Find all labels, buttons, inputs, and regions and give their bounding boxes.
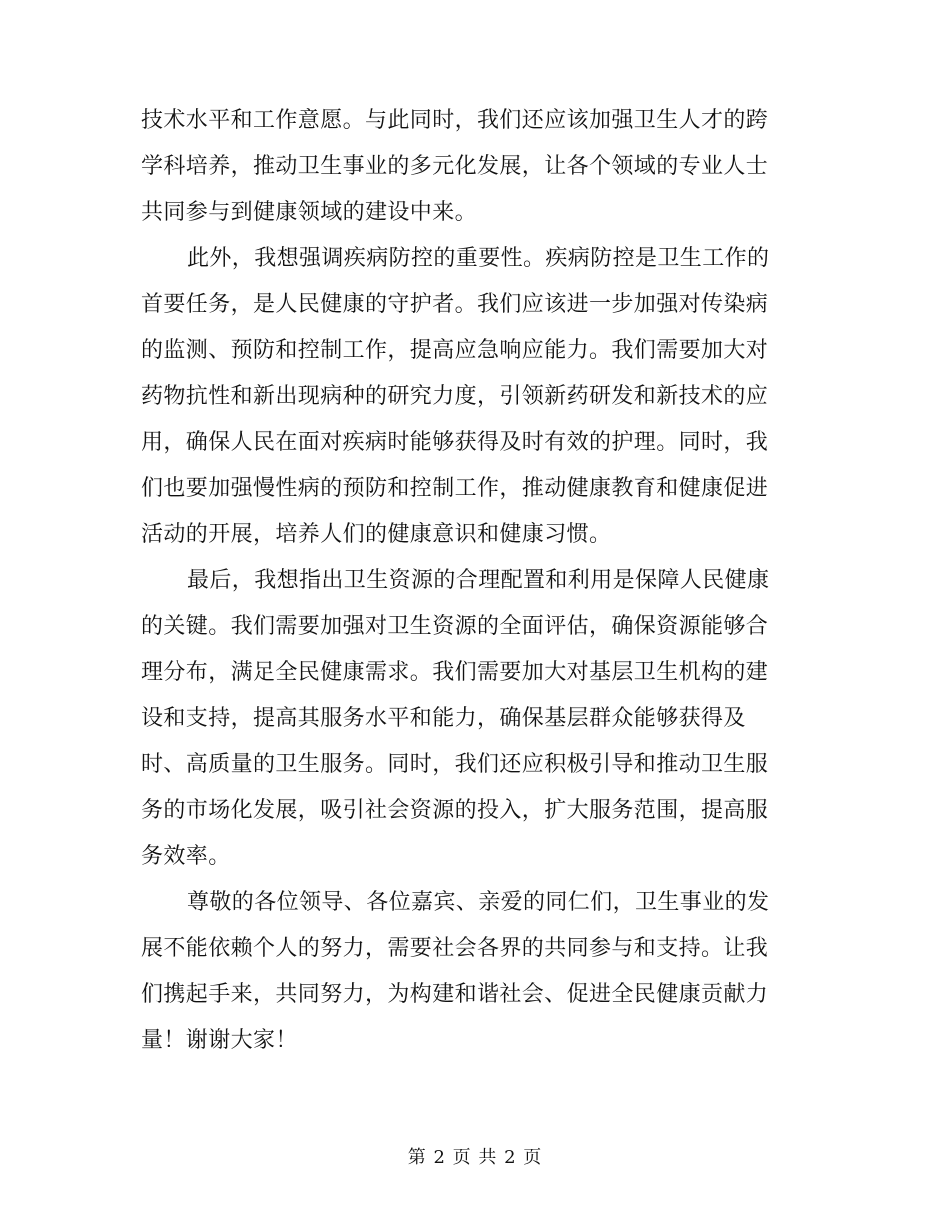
text-line: 务的市场化发展，吸引社会资源的投入，扩大服务范围，提高服 — [141, 798, 769, 823]
document-body — [141, 98, 801, 1064]
paragraph-continuation — [141, 98, 801, 236]
paragraph-health-resources — [141, 558, 801, 880]
text-line: 的关键。我们需要加强对卫生资源的全面评估，确保资源能够合 — [141, 614, 769, 639]
text-line: 共同参与到健康领域的建设中来。 — [141, 200, 478, 225]
text-line: 的监测、预防和控制工作，提高应急响应能力。我们需要加大对 — [141, 338, 769, 363]
text-line: 活动的开展，培养人们的健康意识和健康习惯。 — [141, 522, 612, 547]
text-line: 药物抗性和新出现病种的研究力度，引领新药研发和新技术的应 — [141, 384, 769, 409]
text-line: 设和支持，提高其服务水平和能力，确保基层群众能够获得及 — [141, 706, 746, 731]
paragraph-closing — [141, 880, 801, 1064]
text-line: 最后，我想指出卫生资源的合理配置和利用是保障人民健康 — [187, 568, 770, 593]
text-line: 用，确保人民在面对疾病时能够获得及时有效的护理。同时，我 — [141, 430, 769, 455]
text-line: 们也要加强慢性病的预防和控制工作，推动健康教育和健康促进 — [141, 476, 769, 501]
text-line: 务效率。 — [141, 844, 231, 869]
text-line: 此外，我想强调疾病防控的重要性。疾病防控是卫生工作的 — [187, 246, 770, 271]
paragraph-disease-control — [141, 236, 801, 558]
page-number-footer: 第 2 页 共 2 页 — [407, 1147, 543, 1168]
text-line: 学科培养，推动卫生事业的多元化发展，让各个领域的专业人士 — [141, 154, 769, 179]
text-line: 首要任务，是人民健康的守护者。我们应该进一步加强对传染病 — [141, 292, 769, 317]
text-line: 尊敬的各位领导、各位嘉宾、亲爱的同仁们，卫生事业的发 — [187, 890, 770, 915]
text-line: 时、高质量的卫生服务。同时，我们还应积极引导和推动卫生服 — [141, 752, 769, 777]
text-line: 理分布，满足全民健康需求。我们需要加大对基层卫生机构的建 — [141, 660, 769, 685]
text-line: 技术水平和工作意愿。与此同时，我们还应该加强卫生人才的跨 — [141, 108, 769, 133]
text-line: 们携起手来，共同努力，为构建和谐社会、促进全民健康贡献力 — [141, 982, 769, 1007]
text-line: 展不能依赖个人的努力，需要社会各界的共同参与和支持。让我 — [141, 936, 769, 961]
text-line: 量！谢谢大家！ — [141, 1028, 298, 1053]
